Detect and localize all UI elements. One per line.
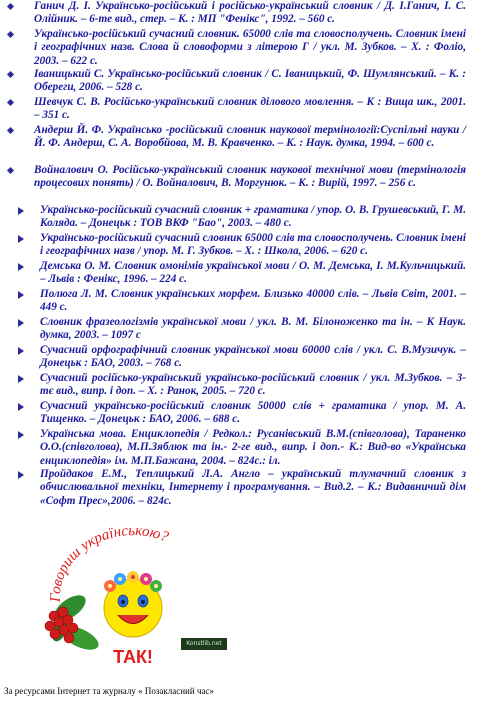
diamond-bullet-icon xyxy=(7,99,14,106)
diamond-bullet-icon xyxy=(7,127,14,134)
bibliography-entry: Українсько-російський сучасний словник. 65000 слів та словосполучень. Словник імені і географічних назв. Слова й словоформи з літерою Г / укл. М. Зубков. – Х. : Фоліо, 2003. – 622 с. xyxy=(34,28,466,68)
bibliography-entry: Шевчук С. В. Російсько-український словник ділового мовлення. – К : Вища шк., 2001. – 351 с. xyxy=(34,96,466,124)
bibliography-entry: Сучасний українсько-російський словник 50000 слів + граматика / упор. М. А. Тищенко. – Донецьк : БАО, 2006. – 688 с. xyxy=(40,400,466,428)
arrow-bullet-icon xyxy=(18,347,24,355)
diamond-bullet-icon xyxy=(7,167,14,174)
bibliography-entry: Українсько-російський сучасний словник + граматика / упор. О. В. Грушевський, Г. М. Коляда. – Донецьк : ТОВ ВКФ "Бао", 2003. – 480 с. xyxy=(40,204,466,232)
bibliography-entry: Іваницький С. Українсько-російський словник / С. Іваницький, Ф. Шумлянський. – К. : Обереги, 2006. – 528 с. xyxy=(34,68,466,96)
footer-source-note: За ресурсами Інтернет та журналу « Позакласний час» xyxy=(4,686,214,696)
bibliography-entry: Полюга Л. М. Словник українських морфем. Близько 40000 слів. – Львів Світ, 2001. – 449 с. xyxy=(40,288,466,316)
bibliography-entry: Андерш Й. Ф. Українсько -російський словник наукової термінології:Суспільні науки / Й. Ф. Андерш, С. А. Воробйова, М. В. Кравченко. – К. : Наук. думка, 1994. – 600 с. xyxy=(34,124,466,164)
arrow-bullet-icon xyxy=(18,403,24,411)
diamond-bullet-icon xyxy=(7,71,14,78)
bibliography-entry: Демська О. М. Словник омонімів української мови / О. М. Демська, І. М.Кульчицький. – Львів : Фенікс, 1996. – 224 с. xyxy=(40,260,466,288)
bibliography-entry: Пройдаков Е.М., Теплицький Л.А. Англо – український тлумачний словник з обчислювальної техніки, Інтернету і програмування. – Вид.2. – К.: Видавничий дім «Софт Прес»,2006. – 824с. xyxy=(40,468,466,508)
arrow-bullet-icon xyxy=(18,471,24,479)
diamond-bullet-icon xyxy=(7,31,14,38)
bibliography-entry: Ганич Д. І. Українсько-російський і російсько-український словник / Д. І.Ганич, І. С. Олійник. – 6-те вид., стер. – К. : МП "Фенікс", 1992. – 560 с. xyxy=(34,0,466,28)
arrow-bullet-icon xyxy=(18,291,24,299)
logo-badge-text: ТАК! xyxy=(113,647,153,667)
diamond-bullet-icon xyxy=(7,3,14,10)
logo-arc-text: Говориш українською? xyxy=(47,523,171,603)
arrow-bullet-icon xyxy=(18,375,24,383)
bibliography-entry: Сучасний орфографічний словник української мови 60000 слів / укл. С. В.Музичук. – Донецьк : БАО, 2003. – 768 с. xyxy=(40,344,466,372)
arrow-bullet-icon xyxy=(18,319,24,327)
arrow-bullet-icon xyxy=(18,207,24,215)
bibliography-entry: Словник фразеологізмів української мови / укл. В. М. Білоноженко та ін. – К Наук. думка, 2003. – 1097 с xyxy=(40,316,466,344)
site-watermark-badge: Konstlib.net xyxy=(181,638,227,650)
bibliography-entry: Сучасний російсько-український українсько-російський словник / укл. М.Зубков. – 3-тє вид., випр. і доп. – Х. : Ранок, 2005. – 720 с. xyxy=(40,372,466,400)
bibliography-entry: Українська мова. Енциклопедія / Редкол.: Русанівський В.М.(співголова), Тараненко О.О.(співголова), М.П.Зяблюк та ін.- 2-ге вид., випр. і доп.- К.: Вид-во «Українська енциклопедія» ім. М.П.Бажана, 2004. – 824с.: іл. xyxy=(40,428,466,468)
bibliography-entry: Українсько-російський сучасний словник 65000 слів та словосполучень. Словник імені і географічних назв / упор. М. Г. Зубков. – Х. : Школа, 2006. – 620 с. xyxy=(40,232,466,260)
arrow-bullet-icon xyxy=(18,431,24,439)
bibliography-entry: Войналович О. Російсько-український словник наукової технічної мови (термінологія процесових понять) / О. Войналович, В. Моргунюк. – К. : Вирій, 1997. – 256 с. xyxy=(34,164,466,204)
arrow-bullet-icon xyxy=(18,235,24,243)
arrow-bullet-icon xyxy=(18,263,24,271)
